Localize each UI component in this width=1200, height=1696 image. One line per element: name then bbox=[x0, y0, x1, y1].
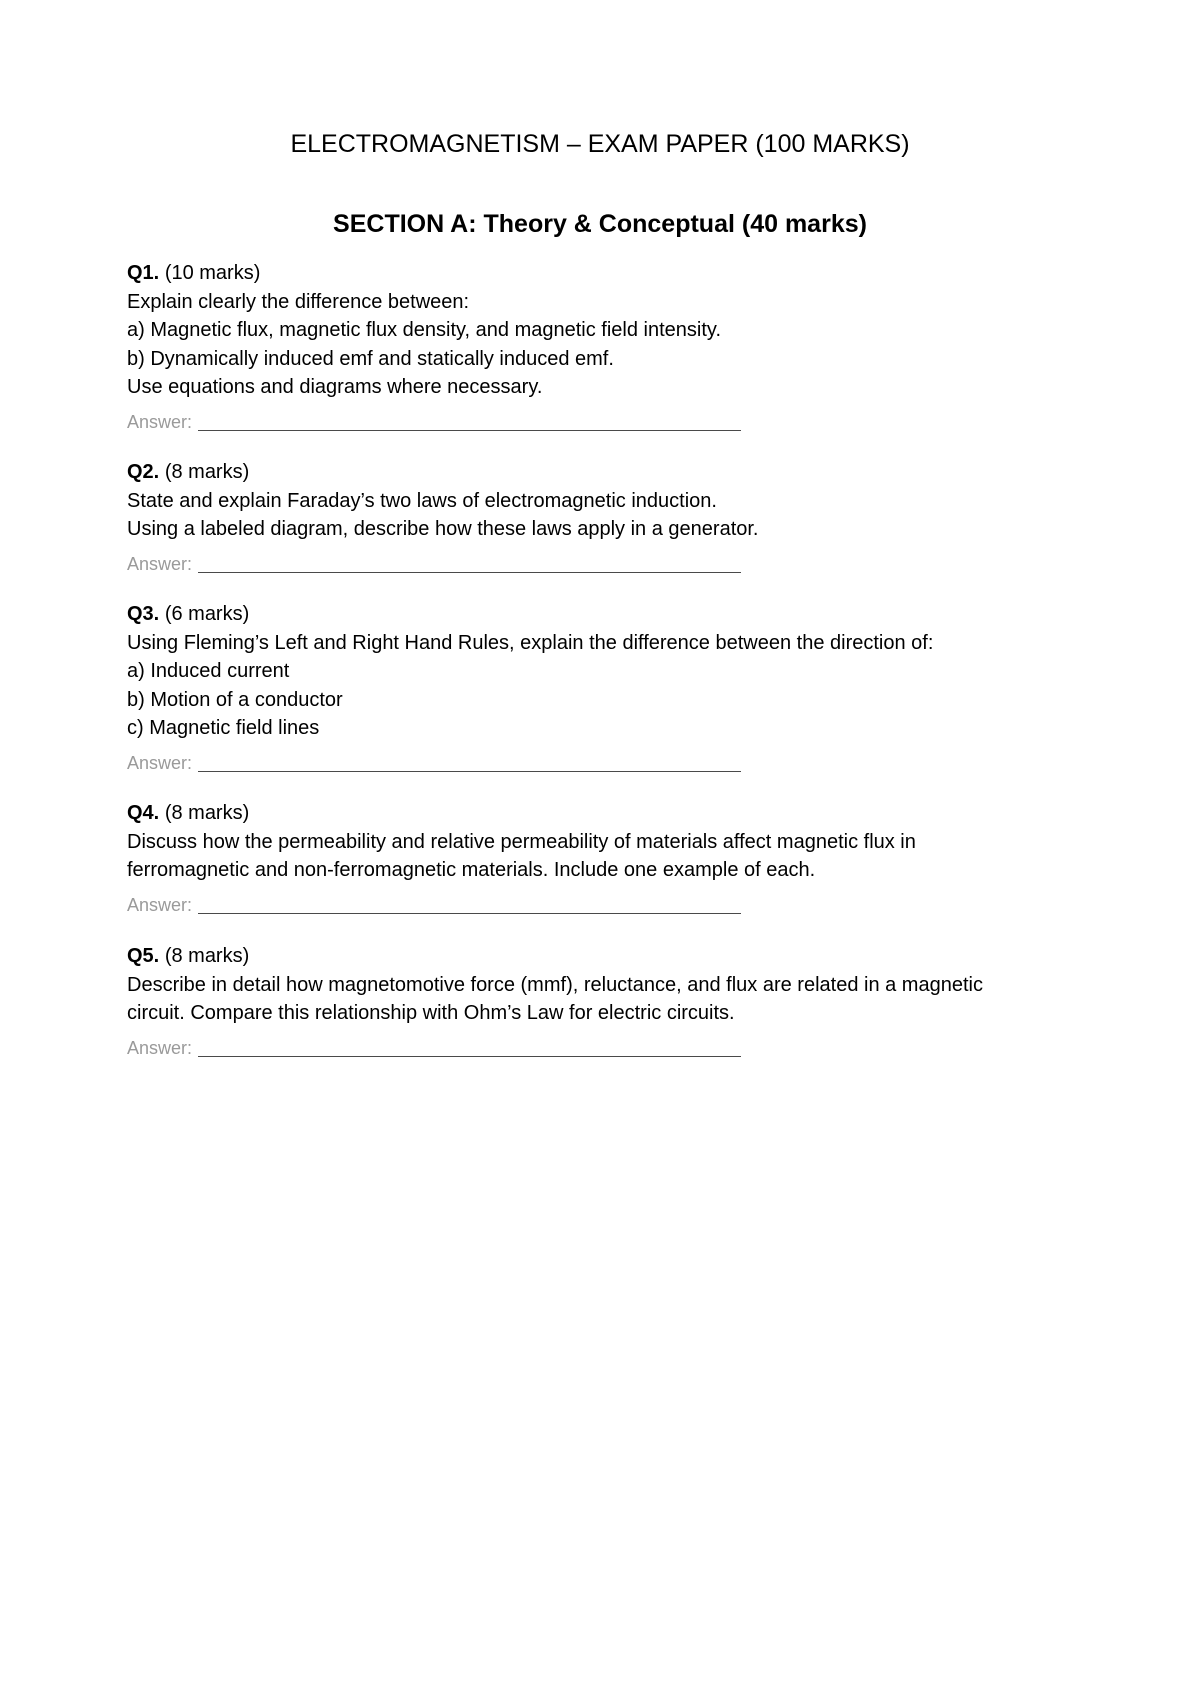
answer-label: Answer: bbox=[127, 894, 193, 915]
answer-rule bbox=[198, 430, 741, 431]
answer-label: Answer: bbox=[127, 411, 193, 432]
answer-line[interactable] bbox=[127, 1036, 1087, 1060]
question-header bbox=[127, 458, 1087, 487]
question-marks: (8 marks) bbox=[164, 461, 250, 483]
question-number: Q4. bbox=[127, 802, 160, 824]
question-2 bbox=[127, 458, 1087, 576]
question-number: Q5. bbox=[127, 945, 160, 967]
question-marks: (8 marks) bbox=[164, 802, 250, 824]
question-text-line: Use equations and diagrams where necessary. bbox=[127, 376, 543, 398]
answer-line[interactable] bbox=[127, 552, 1087, 576]
answer-label: Answer: bbox=[127, 553, 193, 574]
document-title: ELECTROMAGNETISM – EXAM PAPER (100 MARKS) bbox=[290, 130, 910, 158]
question-1 bbox=[127, 259, 1087, 434]
question-text-line: ferromagnetic and non-ferromagnetic materials. Include one example of each. bbox=[127, 859, 816, 881]
question-text-line: Discuss how the permeability and relative permeability of materials affect magnetic flux in bbox=[127, 830, 916, 853]
question-header bbox=[127, 259, 1087, 288]
answer-line[interactable] bbox=[127, 410, 1087, 434]
question-header bbox=[127, 799, 1087, 828]
answer-line[interactable] bbox=[127, 751, 1087, 775]
question-text-line: a) Induced current bbox=[127, 660, 290, 682]
section-title: SECTION A: Theory & Conceptual (40 marks) bbox=[333, 210, 867, 238]
question-marks: (10 marks) bbox=[164, 262, 261, 284]
question-text-line: b) Motion of a conductor bbox=[127, 688, 343, 711]
question-marks: (8 marks) bbox=[164, 945, 250, 967]
answer-rule bbox=[198, 771, 741, 772]
question-text-line: a) Magnetic flux, magnetic flux density, and magnetic field intensity. bbox=[127, 319, 721, 341]
question-header bbox=[127, 600, 1087, 629]
question-text-line: c) Magnetic field lines bbox=[127, 717, 320, 739]
answer-rule bbox=[198, 1056, 741, 1057]
question-header bbox=[127, 942, 1087, 971]
question-text-line: Explain clearly the difference between: bbox=[127, 290, 470, 313]
question-5 bbox=[127, 942, 1087, 1060]
answer-line[interactable] bbox=[127, 893, 1087, 917]
answer-rule bbox=[198, 572, 741, 573]
answer-rule bbox=[198, 913, 741, 914]
question-text-line: b) Dynamically induced emf and statically induced emf. bbox=[127, 347, 614, 370]
question-text-line: circuit. Compare this relationship with Ohm’s Law for electric circuits. bbox=[127, 1002, 735, 1024]
question-marks: (6 marks) bbox=[164, 603, 250, 625]
question-text-line: Using a labeled diagram, describe how these laws apply in a generator. bbox=[127, 518, 759, 540]
question-number: Q2. bbox=[127, 461, 160, 483]
question-number: Q1. bbox=[127, 262, 160, 284]
question-text-line: Using Fleming’s Left and Right Hand Rules, explain the difference between the direction of: bbox=[127, 631, 934, 654]
question-3 bbox=[127, 600, 1087, 775]
answer-label: Answer: bbox=[127, 752, 193, 773]
question-4 bbox=[127, 799, 1087, 917]
question-number: Q3. bbox=[127, 603, 160, 625]
answer-label: Answer: bbox=[127, 1037, 193, 1058]
question-text-line: State and explain Faraday’s two laws of electromagnetic induction. bbox=[127, 489, 717, 512]
question-text-line: Describe in detail how magnetomotive force (mmf), reluctance, and flux are related in a magnetic bbox=[127, 973, 983, 996]
